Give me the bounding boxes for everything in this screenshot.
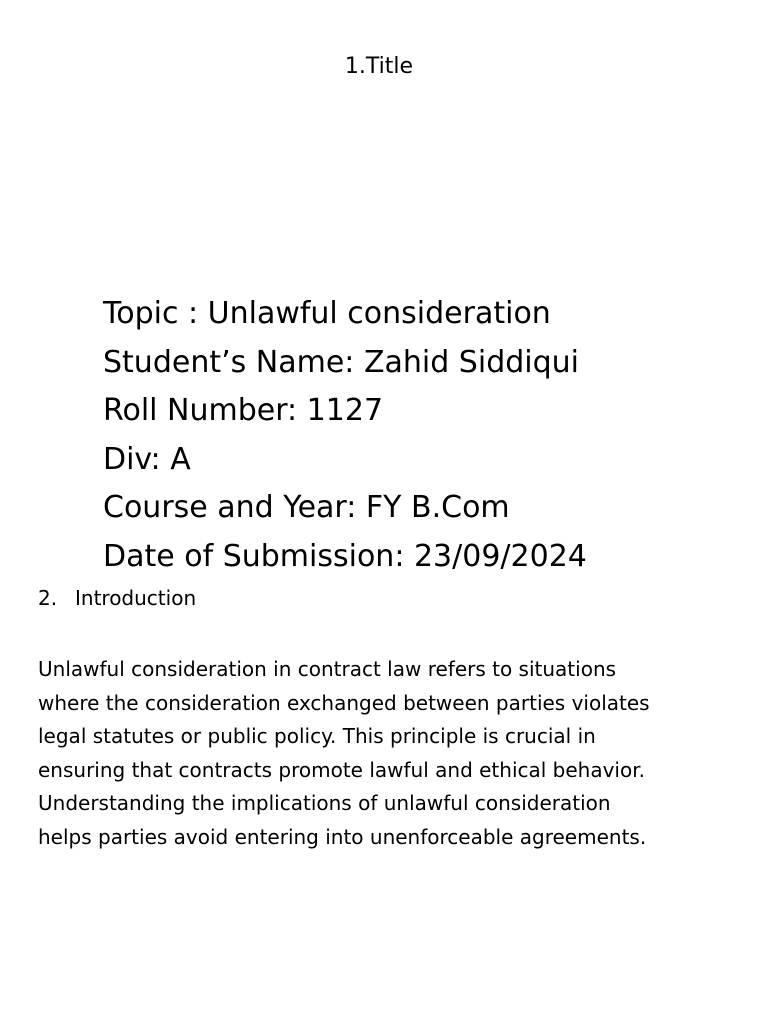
paragraph-line: Understanding the implications of unlawful consideration xyxy=(38,791,611,816)
introduction-heading xyxy=(38,585,196,611)
student-details xyxy=(103,290,587,582)
division-line: Div: A xyxy=(103,441,191,477)
section-title: 1.Title xyxy=(344,54,414,79)
course-year-line: Course and Year: FY B.Com xyxy=(103,490,510,526)
student-name-line: Student’s Name: Zahid Siddiqui xyxy=(103,344,580,380)
paragraph-line: where the consideration exchanged between parties violates xyxy=(38,690,650,715)
paragraph-line: Unlawful consideration in contract law refers to situations xyxy=(38,657,617,681)
introduction-paragraph xyxy=(38,653,738,855)
introduction-number: 2. xyxy=(38,586,58,610)
roll-number-line: Roll Number: 1127 xyxy=(103,393,384,429)
topic-line: Topic : Unlawful consideration xyxy=(103,296,551,331)
introduction-heading-text: Introduction xyxy=(75,586,197,610)
submission-date-line: Date of Submission: 23/09/2024 xyxy=(103,538,587,574)
paragraph-line: helps parties avoid entering into unenforceable agreements. xyxy=(38,824,647,849)
paragraph-line: legal statutes or public policy. This principle is crucial in xyxy=(38,724,596,749)
paragraph-line: ensuring that contracts promote lawful and ethical behavior. xyxy=(38,757,645,782)
